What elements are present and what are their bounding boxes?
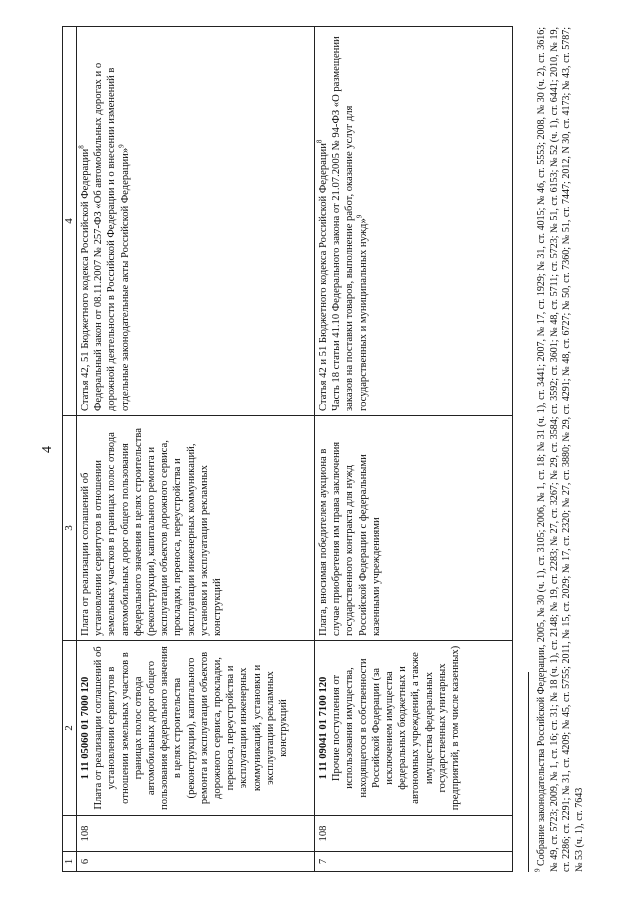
legal-basis — [77, 27, 315, 416]
footnote — [533, 27, 586, 872]
footnote-ref: 9 — [355, 214, 364, 219]
legal-basis-line-2: Часть 18 статьи 41.10 Федерального закона от 21.07.2005 № 94-ФЗ «О размещении заказов на поставки товаров, выполнение работ, оказание услуг для государственных и муниципальных нужд» — [331, 36, 369, 411]
row-number: 7 — [315, 852, 513, 872]
footnote-divider — [528, 672, 529, 872]
header-cell-blank — [63, 816, 77, 852]
admin-code: 108 — [77, 816, 315, 852]
header-cell-1: 1 — [63, 852, 77, 872]
footnote-ref: 8 — [315, 139, 324, 144]
footnote-text: Собрание законодательства Российской Федерации, 2005, № 30 (ч. 1), ст. 3105; 2006, № 1, ст. 18; № 31 (ч. 1), ст. 3441; 2007, № 17, ст. 1929; № 31, ст. 4015; № 46, ст. 5553; 2008, № 30 (ч. 2), ст. 3616; № 49, ст. 5723; 2009, № 1, ст. 16; ст. 31; № 18 (ч. 1), ст. 2148; № 19, ст. 2283; № 27, ст. 3267; № 29, ст. 3584; ст. 3592; ст. 3601; № 48, ст. 5711; ст. 5723; № 51, ст. 6153; № 52 (ч. 1), ст. 6441; 2010, № 19, ст. 2286; ст. 2291; № 31, ст. 4209; № 45, ст. 5755; 2011, № 15, ст. 2029; № 17, ст. 2320; № 27, ст. 3880; № 29, ст. 4291; № 48, ст. 6727; № 50, ст. 7360; № 51, ст. 7447; 2012, N 30, ст. 4173; № 43, ст. 5787; № 53 (ч. 1), ст. 7643 — [536, 27, 585, 872]
table-row — [77, 27, 315, 872]
page-number: 4 — [40, 446, 55, 453]
revenue-description: Плата, вносимая победителем аукциона в случае приобретения им права заключения государственного контракта для нужд Российской Федерации с федеральными казенными учреждениями — [315, 416, 513, 641]
footnote-ref: 8 — [77, 145, 86, 149]
revenue-code-name — [315, 641, 513, 816]
header-cell-3: 3 — [63, 416, 77, 641]
legal-basis-line-1: Статья 42, 51 Бюджетного кодекса Российской Федерации — [80, 148, 91, 411]
legal-basis-line-2: Федеральный закон от 08.11.2007 № 257-ФЗ «Об автомобильных дорогах и о дорожной деятельности в Российской Федерации и о внесении изменений в отдельные законодательные акты Российской Федерации» — [93, 62, 131, 411]
revenue-description: Плата от реализации соглашений об установлении сервитутов в отношении земельных участков в границах полос отвода автомобильных дорог общего пользования федерального значения в целях строительства (реконструкции), капитального ремонта и эксплуатации объектов дорожного сервиса, прокладки, переноса, переустройства и эксплуатации инженерных коммуникаций, установки и эксплуатации рекламных конструкций — [77, 416, 315, 641]
footnote-mark: 9 — [533, 868, 542, 872]
row-number: 6 — [77, 852, 315, 872]
revenue-code: 1 11 05060 01 7000 120 — [80, 676, 91, 780]
revenue-name: Прочие поступления от использования имущества, находящегося в собственности Российской Федерации (за исключением имущества федеральных бюджетных и автономных учреждений, а также имущества федеральных государственных унитарных предприятий, в том числе казенных) — [331, 645, 462, 811]
legal-basis-line-1: Статья 42 и 51 Бюджетного кодекса Российской Федерации — [318, 143, 329, 411]
table-header-row — [63, 27, 77, 872]
revenue-code-name — [77, 641, 315, 816]
admin-code: 108 — [315, 816, 513, 852]
revenue-name: Плата от реализации соглашений об установлении сервитутов в отношении земельных участков в границах полос отвода автомобильных дорог общего пользования федерального значения в целях строительства (реконструкции), капитального ремонта и эксплуатации объектов дорожного сервиса, прокладки, переноса, переустройства и эксплуатации инженерных коммуникаций, установки и эксплуатации рекламных конструкций — [93, 646, 290, 810]
header-cell-4: 4 — [63, 27, 77, 416]
table-row — [315, 27, 513, 872]
revenue-code: 1 11 09041 01 7100 120 — [318, 676, 329, 780]
header-cell-2: 2 — [63, 641, 77, 816]
revenue-table — [62, 26, 513, 872]
footnote-ref: 9 — [117, 144, 126, 148]
rotated-content — [30, 27, 638, 872]
legal-basis — [315, 27, 513, 416]
